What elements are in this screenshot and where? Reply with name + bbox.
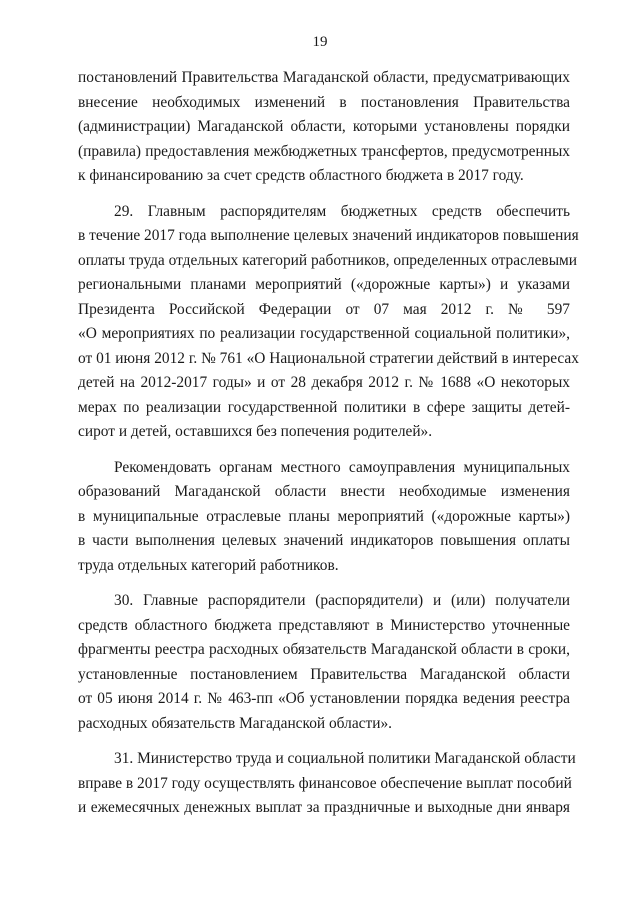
paragraph-recommendation <box>78 456 570 579</box>
text-line: средств областного бюджета представляют в Министерство уточненные <box>78 616 570 634</box>
text-line: расходных обязательств Магаданской области». <box>78 714 392 732</box>
text-line: в муниципальные отраслевые планы мероприятий («дорожные карты») <box>78 507 570 525</box>
paragraph-item-31 <box>78 747 576 821</box>
text-line: «О мероприятиях по реализации государственной социальной политики», <box>78 325 570 342</box>
text-line: 29. Главным распорядителям бюджетных средств обеспечить <box>114 202 570 220</box>
paragraph-item-29 <box>78 200 579 445</box>
text-line: вправе в 2017 году осуществлять финансовое обеспечение выплат пособий <box>78 774 572 792</box>
text-line: фрагменты реестра расходных обязательств Магаданской области в сроки, <box>78 641 570 658</box>
text-line: мерах по реализации государственной политики в сфере защиты детей- <box>78 398 570 416</box>
text-line: установленные постановлением Правительства Магаданской области <box>78 665 570 683</box>
text-line: внесение необходимых изменений в постановления Правительства <box>78 93 570 111</box>
text-line: (правила) предоставления межбюджетных трансфертов, предусмотренных <box>78 142 570 160</box>
text-line: от 05 июня 2014 г. № 463-пп «Об установлении порядка ведения реестра <box>78 690 570 707</box>
text-line: сирот и детей, оставшихся без попечения родителей». <box>78 423 433 440</box>
text-line: и ежемесячных денежных выплат за праздничные и выходные дни января <box>78 799 570 816</box>
text-line: от 01 июня 2012 г. № 761 «О Национальной стратегии действий в интересах <box>78 349 579 367</box>
text-line: в части выполнения целевых значений индикаторов повышения оплаты <box>78 532 570 549</box>
text-line: Рекомендовать органам местного самоуправления муниципальных <box>114 458 570 476</box>
paragraph-item-30 <box>78 589 570 736</box>
text-line: Президента Российской Федерации от 07 мая 2012 г. № 597 <box>78 300 570 318</box>
text-line: региональными планами мероприятий («дорожные карты») и указами <box>78 276 570 293</box>
paragraph-continuation <box>78 66 570 189</box>
text-line: 31. Министерство труда и социальной политики Магаданской области <box>114 750 576 767</box>
text-line: постановлений Правительства Магаданской области, предусматривающих <box>78 69 570 86</box>
page-number: 19 <box>312 34 328 50</box>
text-line: к финансированию за счет средств областного бюджета в 2017 году. <box>78 167 524 184</box>
text-line: в течение 2017 года выполнение целевых значений индикаторов повышения <box>78 227 579 244</box>
text-line: детей на 2012-2017 годы» и от 28 декабря 2012 г. № 1688 «О некоторых <box>78 374 570 391</box>
text-line: образований Магаданской области внести необходимые изменения <box>78 483 570 500</box>
text-line: труда отдельных категорий работников. <box>78 556 339 574</box>
text-line: 30. Главные распорядители (распорядители) и (или) получатели <box>114 592 570 609</box>
document-body <box>78 66 579 832</box>
text-line: (администрации) Магаданской области, которыми установлены порядки <box>78 118 570 135</box>
text-line: оплаты труда отдельных категорий работников, определенных отраслевыми <box>78 251 578 269</box>
